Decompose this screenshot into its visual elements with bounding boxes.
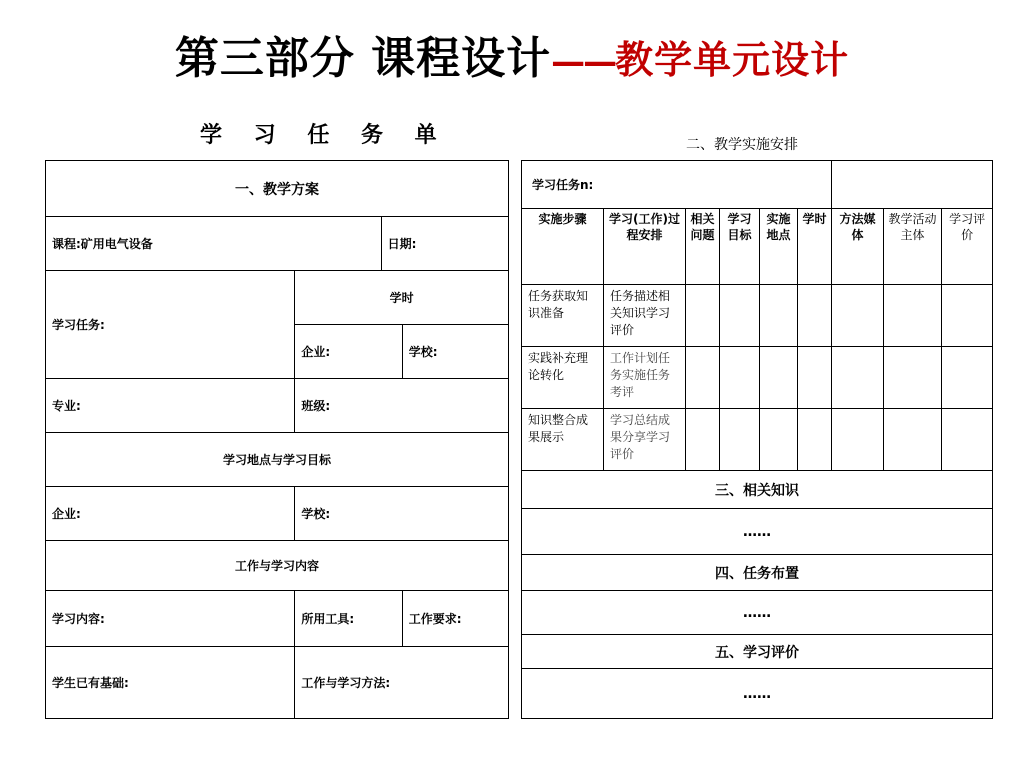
enterprise-cell: 企业: [295, 325, 402, 379]
section-related-knowledge: 三、相关知识 [522, 471, 993, 509]
methods-cell: 工作与学习方法: [295, 647, 509, 719]
header-process: 学习(工作)过程安排 [604, 209, 686, 285]
table-cell [798, 285, 832, 347]
step-2: 实践补充理论转化 [522, 347, 604, 409]
place-goal-header: 学习地点与学习目标 [46, 433, 509, 487]
process-2: 工作计划任务实施任务考评 [604, 347, 686, 409]
task-n-blank [832, 161, 993, 209]
table-cell [884, 285, 942, 347]
header-goals: 学习目标 [720, 209, 760, 285]
table-cell [884, 347, 942, 409]
major-cell: 专业: [46, 379, 295, 433]
header-evaluation: 学习评价 [942, 209, 993, 285]
school-cell: 学校: [402, 325, 508, 379]
table-cell [798, 347, 832, 409]
section-learning-evaluation: 五、学习评价 [522, 635, 993, 669]
table-cell [798, 409, 832, 471]
dots-2: …… [522, 591, 993, 635]
table-cell [686, 285, 720, 347]
header-questions: 相关问题 [686, 209, 720, 285]
table-cell [884, 409, 942, 471]
work-content-header: 工作与学习内容 [46, 541, 509, 591]
plan-header: 一、教学方案 [46, 161, 509, 217]
title-main: 第三部分 课程设计 [174, 33, 552, 84]
process-1: 任务描述相关知识学习评价 [604, 285, 686, 347]
basis-cell: 学生已有基础: [46, 647, 295, 719]
table-cell [942, 347, 993, 409]
left-heading: 学 习 任 务 单 [200, 123, 449, 148]
implementation-table [521, 160, 993, 719]
task-sheet-table [45, 160, 509, 719]
step-1: 任务获取知识准备 [522, 285, 604, 347]
header-subject: 教学活动主体 [884, 209, 942, 285]
class-cell: 班级: [295, 379, 509, 433]
step-3: 知识整合成果展示 [522, 409, 604, 471]
table-cell [720, 285, 760, 347]
hours-cell: 学时 [295, 271, 509, 325]
table-cell [760, 347, 798, 409]
table-cell [720, 409, 760, 471]
table-cell [760, 409, 798, 471]
table-cell [832, 409, 884, 471]
header-hours: 学时 [798, 209, 832, 285]
enterprise2-cell: 企业: [46, 487, 295, 541]
header-media: 方法媒体 [832, 209, 884, 285]
date-cell: 日期: [381, 217, 508, 271]
table-cell [832, 285, 884, 347]
page-title [0, 22, 1024, 86]
table-cell [942, 409, 993, 471]
title-sub: 教学单元设计 [615, 38, 850, 82]
content-cell: 学习内容: [46, 591, 295, 647]
dots-1: …… [522, 509, 993, 555]
right-heading: 二、教学实施安排 [686, 137, 798, 153]
header-step: 实施步骤 [522, 209, 604, 285]
header-place: 实施地点 [760, 209, 798, 285]
process-3: 学习总结成果分享学习评价 [604, 409, 686, 471]
table-cell [760, 285, 798, 347]
table-cell [686, 409, 720, 471]
table-cell [686, 347, 720, 409]
table-cell [832, 347, 884, 409]
title-dash: —— [551, 42, 616, 82]
section-task-assignment: 四、任务布置 [522, 555, 993, 591]
dots-3: …… [522, 669, 993, 719]
task-n-cell: 学习任务n: [522, 161, 832, 209]
table-cell [720, 347, 760, 409]
task-cell: 学习任务: [46, 271, 295, 379]
table-cell [942, 285, 993, 347]
requirements-cell: 工作要求: [402, 591, 508, 647]
school2-cell: 学校: [295, 487, 509, 541]
tools-cell: 所用工具: [295, 591, 402, 647]
course-cell: 课程:矿用电气设备 [46, 217, 382, 271]
